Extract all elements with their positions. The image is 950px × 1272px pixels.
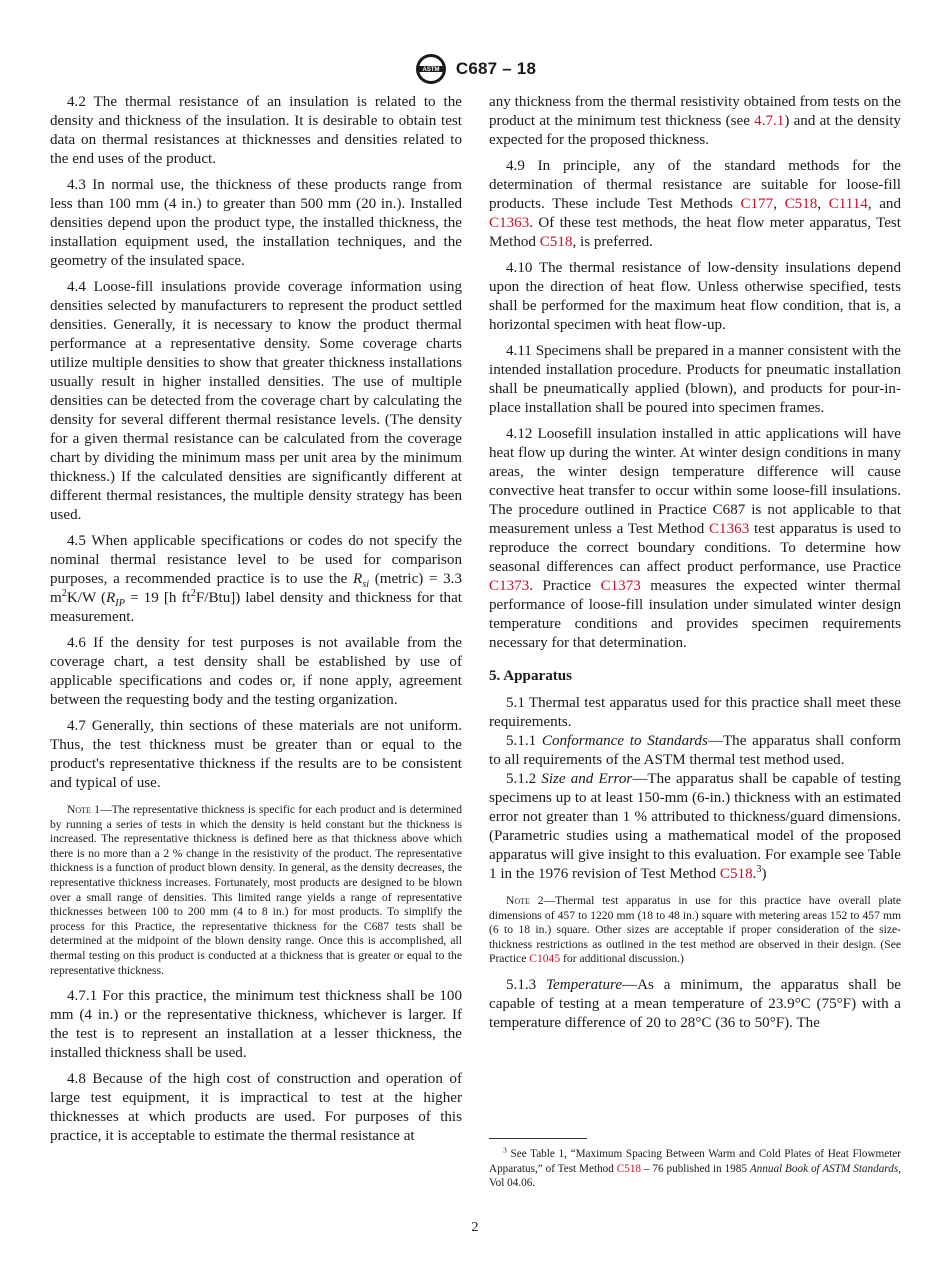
left-column (50, 93, 462, 1153)
footnote-marker: 3 (756, 863, 762, 875)
ref-link-c518[interactable]: C518 (784, 196, 818, 212)
ref-link-c518[interactable]: C518 (539, 234, 573, 250)
ref-link-c518[interactable]: C518 (719, 866, 753, 882)
paragraph-4-6: 4.6 If the density for test purposes is not available from the coverage chart, a test density shall be established by use of applicable specifications and codes or, if none apply, agreement between the requesting body and the testing organization. (50, 635, 462, 708)
paragraph-4-3: 4.3 In normal use, the thickness of these products range from less than 100 mm (4 in.) to greater than 500 mm (20 in.). Installed densities depend upon the product type, the installed thickness, the installation equipment used, the installation techniques, and the geometry of the insulated space. (50, 177, 462, 269)
document-code: C687 – 18 (455, 59, 537, 78)
paragraph-4-4: 4.4 Loose-fill insulations provide coverage information using densities selected by manufacturers to represent the product settled densities. Generally, it is necessary to know the product thermal performance at a representative density. Some coverage charts utilize multiple densities to show that greater thickness installations usually result in higher installed densities. The use of multiple densities can be detected from the coverage chart by calculating the density for several different thermal resistance levels. (The density for a given thermal resistance can be calculated from the coverage chart by dividing the minimum mass per unit area by the minimum thickness.) If the calculated densities are significantly different at different thermal resistances, the multiple density strategy has been used. (50, 279, 462, 523)
page-header (0, 52, 950, 86)
section-heading-apparatus: 5. Apparatus (489, 668, 573, 684)
paragraph-4-8-continued: any thickness from the thermal resistivity obtained from tests on the product at the minimum test thickness (see 4.7.1) and at the density expected for the proposed thickness. (489, 94, 901, 148)
footnote-divider (489, 1138, 587, 1139)
paragraph-5-1: 5.1 Thermal test apparatus used for this practice shall meet these requirements. (489, 695, 901, 730)
paragraph-4-9: 4.9 In principle, any of the standard methods for the determination of thermal resistance are suitable for loose-fill products. These include Test Methods C177, C518, C1114, and C1363. Of these test methods, the heat flow meter apparatus, Test Method C518, is preferred. (489, 158, 902, 250)
ref-link-4-7-1[interactable]: 4.7.1 (754, 113, 785, 129)
ref-link-c177[interactable]: C177 (740, 196, 774, 212)
paragraph-4-5: 4.5 When applicable specifications or codes do not specify the nominal thermal resistance level to be used for comparison purposes, a recommended practice is to use the $R_{si}$ (metric) = 3.3 $m^2K/W$ ($R_{IP} = 19$ [h $ft^2F/Btu$]) label density and thickness for that measurement. (50, 533, 462, 625)
ref-link-c1114[interactable]: C1114 (828, 196, 868, 212)
ref-link-c1373[interactable]: C1373 (489, 578, 530, 594)
paragraph-5-1-1: 5.1.1 Conformance to Standards—The apparatus shall conform to all requirements of the ASTM thermal test method used. (489, 733, 901, 768)
page-number: 2 (471, 1220, 479, 1235)
paragraph-5-1-2: 5.1.2 Size and Error—The apparatus shall be capable of testing specimens up to at least 150-mm (6-in.) thickness with an estimated error not greater than 1 % attributed to thickness/guard dimensions. (Parametric studies using a mathematical model of the proposed apparatus will give insight to this evaluation. For example see Table 1 in the 1976 revision of Test Method C518.$^3$) (489, 771, 901, 882)
paragraph-4-10: 4.10 The thermal resistance of low-density insulations depend upon the direction of heat flow. Unless otherwise specified, tests shall be performed for the maximum heat flow condition, that is, a horizontal specimen with heat flow-up. (489, 260, 901, 333)
paragraph-4-11: 4.11 Specimens shall be prepared in a manner consistent with the intended installation procedure. Products for pneumatic installation shall be pneumatically applied (blown), and products for pour-in-place installation shall be poured into specimen frames. (489, 343, 901, 416)
ref-link-c1363[interactable]: C1363 (489, 215, 530, 231)
logo-text: ASTM (422, 67, 440, 73)
paragraph-4-8: 4.8 Because of the high cost of construction and operation of large test equipment, it is impractical to test at the higher thicknesses at which products are used. For purposes of this practice, it is acceptable to estimate the thermal resistance at (50, 1071, 462, 1145)
ref-link-c518[interactable]: C518 (616, 1162, 642, 1175)
paragraph-5-1-3: 5.1.3 Temperature—As a minimum, the apparatus shall be capable of testing at a mean temperature of 23.9°C (75°F) with a temperature difference of 20 to 28°C (36 to 50°F). The (489, 976, 901, 1031)
paragraph-4-7: 4.7 Generally, thin sections of these materials are not uniform. Thus, the test thickness must be greater than or equal to the product's representative thickness if the results are to be consistent and typical of use. (50, 718, 462, 791)
paragraph-4-2: 4.2 The thermal resistance of an insulation is related to the density and thickness of the insulation. It is desirable to obtain test data on thermal resistances at thicknesses and densities related to the end uses of the product. (50, 94, 462, 167)
ref-link-c1045[interactable]: C1045 (529, 952, 561, 966)
footnote-3: $^3$ See Table 1, “Maximum Spacing Between Warm and Cold Plates of Heat Flowmeter Apparatus,” of Test Method C518 – 76 published in 1985 Annual Book of ASTM Standards, Vol 04.06. (489, 1145, 901, 1189)
right-column (489, 93, 901, 1040)
note-1: Note 1—The representative thickness is specific for each product and is determined by running a series of tests in which the density is held constant but the thickness is increased. The representative thickness is defined here as that thickness above which there is no more than a 2 % change in the resistivity of the product. The representative thickness is a function of product blown density. In general, as the density decreases, the representative thickness increases. Fortunately, most products are designed to be blown over a small range of densities. This limited range yields a range of representative thicknesses between 100 to 200 mm (4 to 8 in.) for most products. To simplify the process for this Practice, the representative thickness for the C687 tests shall be determined at the midpoint of the blown density range. Once this is accomplished, all thermal testing on this product is conducted at a thickness that is greater or equal to the representative thickness. (50, 803, 462, 977)
ref-link-c1363[interactable]: C1363 (708, 521, 750, 537)
paragraph-4-12: 4.12 Loosefill insulation installed in attic applications will have heat flow up during the winter. At winter design conditions in many areas, the winter design temperature difference will cause convective heat transfer to occur within some loose-fill insulations. The procedure outlined in Practice C687 is not applicable to that measurement unless a Test Method C1363 test apparatus is used to reproduce the correct boundary conditions. To determine how seasonal differences can affect product performance, use Practice C1373. Practice C1373 measures the expected winter thermal performance of loose-fill insulation under simulated winter design temperature conditions and provides specimen requirements necessary for that determination. (489, 426, 901, 651)
astm-logo-icon (414, 52, 448, 86)
note-2: Note 2—Thermal test apparatus in use for this practice have overall plate dimensions of 457 to 1220 mm (18 to 48 in.) square with metering areas 152 to 457 mm (6 to 18 in.) square. Other sizes are acceptable if proper consideration of the size-thickness restrictions as outlined in the test method are observed in their design. (See Practice C1045 for additional discussion.) (489, 894, 901, 966)
paragraph-4-7-1: 4.7.1 For this practice, the minimum test thickness shall be 100 mm (4 in.) or the representative thickness, whichever is larger. If the test is to represent an installation at a lesser thickness, the installed thickness shall be used. (50, 988, 462, 1062)
ref-link-c1373[interactable]: C1373 (600, 578, 641, 594)
